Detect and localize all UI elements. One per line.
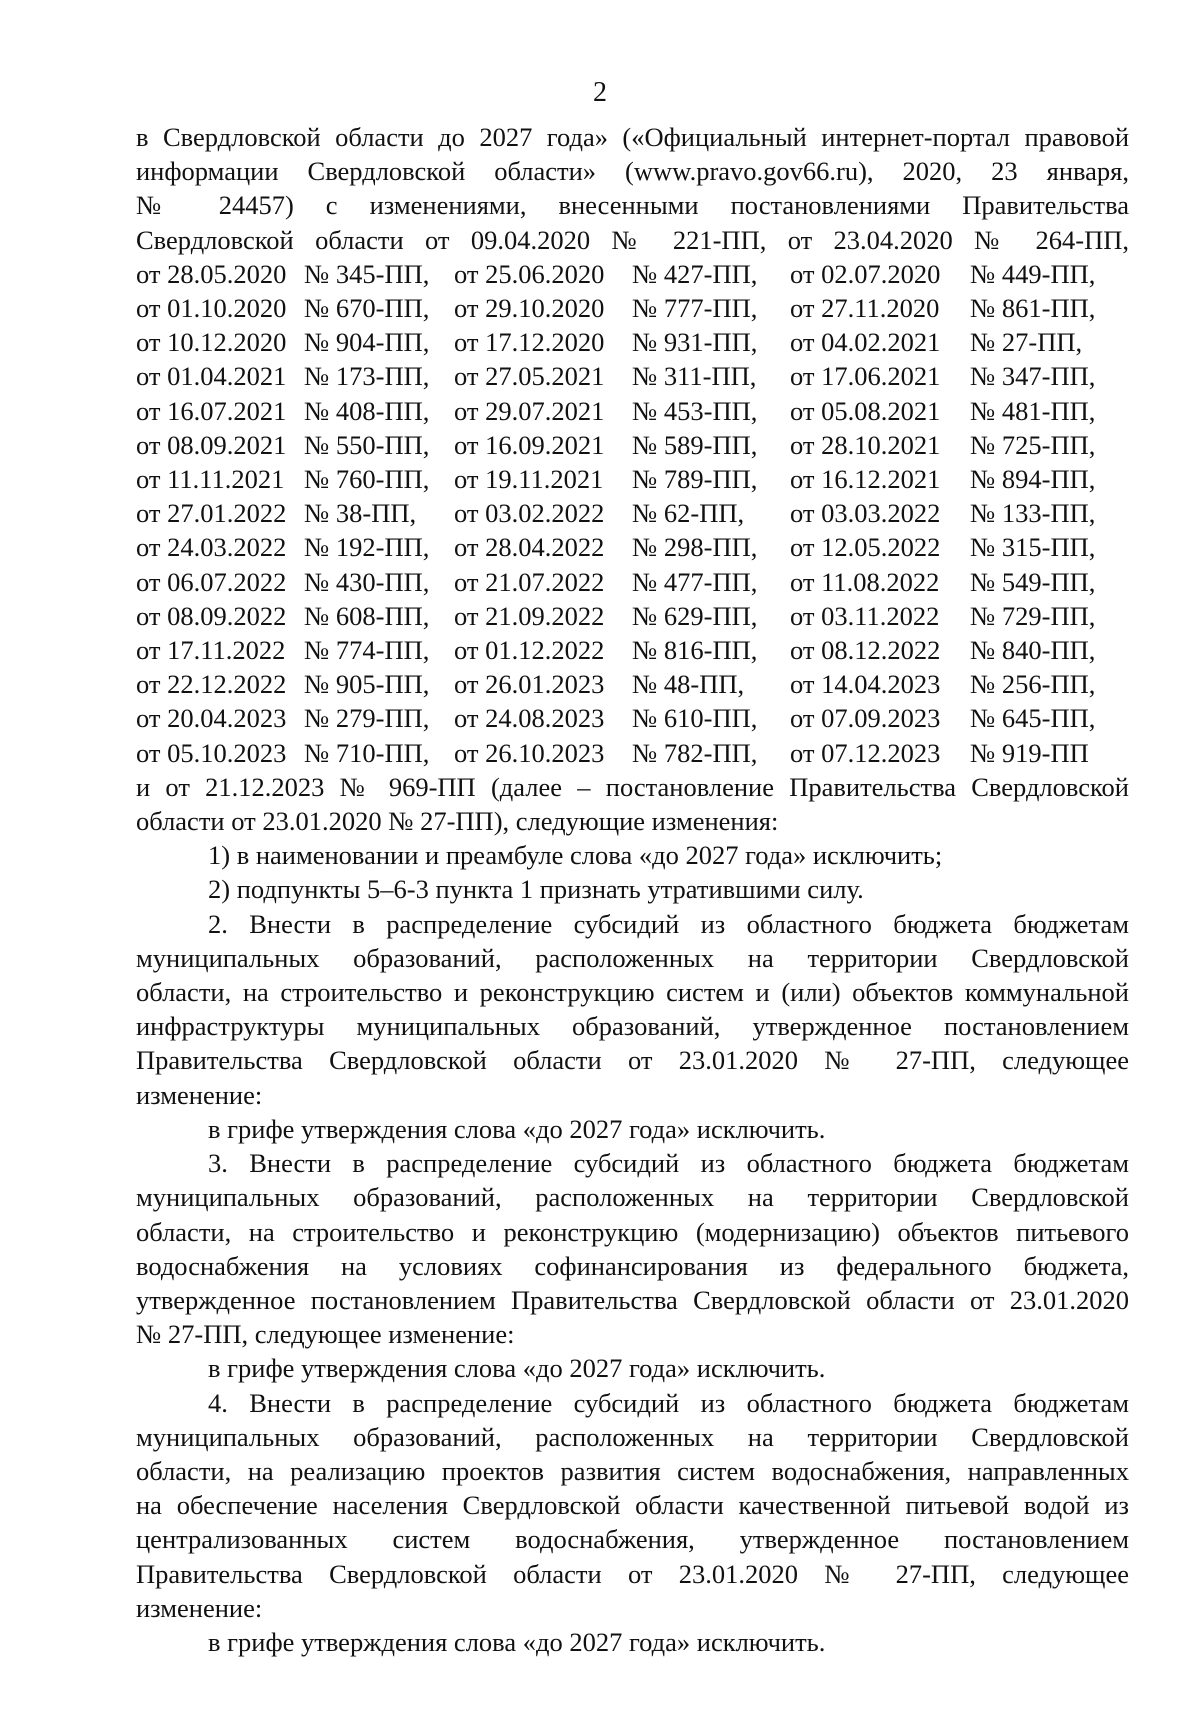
reference-number: № 408-ПП, bbox=[304, 395, 430, 426]
reference-number: № 816-ПП, bbox=[632, 635, 758, 666]
reference-number: № 48-ПП, bbox=[632, 669, 745, 700]
reference-date: от 03.02.2022 bbox=[454, 498, 605, 529]
reference-date: от 08.09.2021 bbox=[136, 429, 287, 460]
reference-number: № 430-ПП, bbox=[304, 566, 430, 597]
reference-date: от 01.12.2022 bbox=[454, 635, 605, 666]
reference-date: от 10.12.2020 bbox=[136, 327, 287, 358]
reference-date: от 06.07.2022 bbox=[136, 566, 287, 597]
reference-date: от 05.10.2023 bbox=[136, 737, 287, 768]
reference-date: от 29.10.2020 bbox=[454, 293, 605, 324]
text-line: утвержденное постановлением Правительства Свердловской области от 23.01.2020 bbox=[136, 1284, 1129, 1315]
reference-number: № 840-ПП, bbox=[970, 635, 1096, 666]
reference-row bbox=[136, 291, 1129, 325]
text-line: области, на строительство и реконструкцию (модернизацию) объектов питьевого bbox=[136, 1216, 1129, 1247]
reference-row bbox=[136, 394, 1129, 428]
reference-number: № 777-ПП, bbox=[632, 293, 758, 324]
text-line: и от 21.12.2023 № 969-ПП (далее – постановление Правительства Свердловской bbox=[136, 771, 1129, 802]
text-line: изменение: bbox=[136, 1592, 263, 1623]
text-line: 4. Внести в распределение субсидий из областного бюджета бюджетам bbox=[208, 1387, 1129, 1418]
reference-row bbox=[136, 530, 1129, 564]
reference-number: № 481-ПП, bbox=[970, 395, 1096, 426]
reference-number: № 550-ПП, bbox=[304, 429, 430, 460]
text-line: инфраструктуры муниципальных образований, утвержденное постановлением bbox=[136, 1011, 1129, 1042]
reference-date: от 22.12.2022 bbox=[136, 669, 287, 700]
reference-number: № 133-ПП, bbox=[970, 498, 1096, 529]
reference-number: № 725-ПП, bbox=[970, 429, 1096, 460]
reference-date: от 17.06.2021 bbox=[790, 361, 941, 392]
reference-number: № 173-ПП, bbox=[304, 361, 430, 392]
text-line: изменение: bbox=[136, 1079, 263, 1110]
reference-row bbox=[136, 701, 1129, 735]
reference-date: от 04.02.2021 bbox=[790, 327, 941, 358]
reference-number: № 904-ПП, bbox=[304, 327, 430, 358]
text-line: № 27-ПП, следующее изменение: bbox=[136, 1319, 515, 1350]
reference-date: от 01.10.2020 bbox=[136, 293, 287, 324]
reference-date: от 03.03.2022 bbox=[790, 498, 941, 529]
reference-number: № 298-ПП, bbox=[632, 532, 758, 563]
section-4-change: в грифе утверждения слова «до 2027 года» исключить. bbox=[208, 1626, 826, 1657]
section-2 bbox=[136, 907, 1129, 1146]
reference-number: № 62-ПП, bbox=[632, 498, 745, 529]
reference-row bbox=[136, 325, 1129, 359]
change-item-1: 1) в наименовании и преамбуле слова «до 2027 года» исключить; bbox=[208, 840, 943, 871]
reference-number: № 256-ПП, bbox=[970, 669, 1096, 700]
reference-date: от 17.12.2020 bbox=[454, 327, 605, 358]
text-line: 3. Внести в распределение субсидий из областного бюджета бюджетам bbox=[208, 1148, 1129, 1179]
text-line: Правительства Свердловской области от 23.01.2020 № 27-ПП, следующее bbox=[136, 1045, 1129, 1076]
reference-row bbox=[136, 359, 1129, 393]
reference-date: от 27.01.2022 bbox=[136, 498, 287, 529]
text-line: муниципальных образований, расположенных на территории Свердловской bbox=[136, 1182, 1129, 1213]
reference-date: от 28.10.2021 bbox=[790, 429, 941, 460]
reference-date: от 14.04.2023 bbox=[790, 669, 941, 700]
reference-date: от 12.05.2022 bbox=[790, 532, 941, 563]
text-line: области, на строительство и реконструкцию систем и (или) объектов коммунальной bbox=[136, 977, 1129, 1008]
reference-date: от 24.03.2022 bbox=[136, 532, 287, 563]
reference-date: от 27.05.2021 bbox=[454, 361, 605, 392]
intro-paragraph bbox=[136, 120, 1129, 257]
reference-date: от 28.05.2020 bbox=[136, 258, 287, 289]
reference-number: № 347-ПП, bbox=[970, 361, 1096, 392]
text-line: муниципальных образований, расположенных на территории Свердловской bbox=[136, 942, 1129, 973]
text-line: Свердловской области от 09.04.2020 № 221-ПП, от 23.04.2020 № 264-ПП, bbox=[136, 224, 1129, 255]
reference-row bbox=[136, 633, 1129, 667]
reference-row bbox=[136, 565, 1129, 599]
reference-date: от 17.11.2022 bbox=[136, 635, 286, 666]
reference-date: от 27.11.2020 bbox=[790, 293, 940, 324]
text-line: на обеспечение населения Свердловской области качественной питьевой водой из bbox=[136, 1490, 1129, 1521]
closing-paragraph bbox=[136, 770, 1129, 838]
reference-date: от 28.04.2022 bbox=[454, 532, 605, 563]
reference-date: от 26.10.2023 bbox=[454, 737, 605, 768]
reference-date: от 01.04.2021 bbox=[136, 361, 287, 392]
reference-number: № 477-ПП, bbox=[632, 566, 758, 597]
reference-number: № 905-ПП, bbox=[304, 669, 430, 700]
text-line: информации Свердловской области» (www.pravo.gov66.ru), 2020, 23 января, bbox=[136, 156, 1129, 187]
reference-number: № 760-ПП, bbox=[304, 464, 430, 495]
reference-number: № 931-ПП, bbox=[632, 327, 758, 358]
reference-number: № 729-ПП, bbox=[970, 600, 1096, 631]
reference-number: № 449-ПП, bbox=[970, 258, 1096, 289]
reference-date: от 05.08.2021 bbox=[790, 395, 941, 426]
reference-date: от 16.12.2021 bbox=[790, 464, 941, 495]
text-line: области от 23.01.2020 № 27-ПП), следующие изменения: bbox=[136, 806, 779, 837]
reference-row bbox=[136, 736, 1129, 770]
reference-date: от 24.08.2023 bbox=[454, 703, 605, 734]
reference-number: № 311-ПП, bbox=[632, 361, 757, 392]
reference-number: № 427-ПП, bbox=[632, 258, 758, 289]
reference-number: № 38-ПП, bbox=[304, 498, 417, 529]
reference-date: от 11.08.2022 bbox=[790, 566, 940, 597]
reference-date: от 02.07.2020 bbox=[790, 258, 941, 289]
reference-number: № 589-ПП, bbox=[632, 429, 758, 460]
reference-date: от 26.01.2023 bbox=[454, 669, 605, 700]
reference-date: от 07.12.2023 bbox=[790, 737, 941, 768]
section-4 bbox=[136, 1386, 1129, 1660]
reference-date: от 21.09.2022 bbox=[454, 600, 605, 631]
reference-number: № 453-ПП, bbox=[632, 395, 758, 426]
reference-row bbox=[136, 462, 1129, 496]
reference-number: № 192-ПП, bbox=[304, 532, 430, 563]
text-line: 2. Внести в распределение субсидий из областного бюджета бюджетам bbox=[208, 908, 1129, 939]
reference-number: № 670-ПП, bbox=[304, 293, 430, 324]
reference-number: № 610-ПП, bbox=[632, 703, 758, 734]
text-line: муниципальных образований, расположенных на территории Свердловской bbox=[136, 1421, 1129, 1452]
reference-row bbox=[136, 496, 1129, 530]
reference-date: от 16.09.2021 bbox=[454, 429, 605, 460]
reference-row bbox=[136, 599, 1129, 633]
resolution-references bbox=[136, 257, 1129, 770]
reference-number: № 710-ПП, bbox=[304, 737, 430, 768]
reference-number: № 645-ПП, bbox=[970, 703, 1096, 734]
document-body bbox=[136, 120, 1129, 1659]
text-line: области, на реализацию проектов развития систем водоснабжения, направленных bbox=[136, 1455, 1129, 1486]
reference-number: № 549-ПП, bbox=[970, 566, 1096, 597]
reference-date: от 11.11.2021 bbox=[136, 464, 285, 495]
reference-number: № 861-ПП, bbox=[970, 293, 1096, 324]
reference-date: от 08.09.2022 bbox=[136, 600, 287, 631]
reference-number: № 774-ПП, bbox=[304, 635, 430, 666]
reference-date: от 25.06.2020 bbox=[454, 258, 605, 289]
section-2-change: в грифе утверждения слова «до 2027 года» исключить. bbox=[208, 1113, 826, 1144]
reference-number: № 782-ПП, bbox=[632, 737, 758, 768]
reference-date: от 21.07.2022 bbox=[454, 566, 605, 597]
reference-date: от 20.04.2023 bbox=[136, 703, 287, 734]
text-line: № 24457) с изменениями, внесенными постановлениями Правительства bbox=[136, 190, 1129, 221]
reference-number: № 894-ПП, bbox=[970, 464, 1096, 495]
reference-date: от 03.11.2022 bbox=[790, 600, 940, 631]
section-3 bbox=[136, 1146, 1129, 1385]
text-line: Правительства Свердловской области от 23.01.2020 № 27-ПП, следующее bbox=[136, 1558, 1129, 1589]
section-3-change: в грифе утверждения слова «до 2027 года» исключить. bbox=[208, 1353, 826, 1384]
reference-date: от 16.07.2021 bbox=[136, 395, 287, 426]
reference-number: № 279-ПП, bbox=[304, 703, 430, 734]
reference-row bbox=[136, 428, 1129, 462]
reference-date: от 07.09.2023 bbox=[790, 703, 941, 734]
reference-number: № 629-ПП, bbox=[632, 600, 758, 631]
page-number: 2 bbox=[593, 77, 607, 108]
reference-number: № 919-ПП bbox=[970, 737, 1089, 768]
text-line: централизованных систем водоснабжения, утвержденное постановлением bbox=[136, 1524, 1129, 1555]
change-item-2: 2) подпункты 5–6-3 пункта 1 признать утратившими силу. bbox=[208, 874, 864, 905]
reference-date: от 19.11.2021 bbox=[454, 464, 604, 495]
reference-row bbox=[136, 667, 1129, 701]
reference-number: № 789-ПП, bbox=[632, 464, 758, 495]
reference-date: от 08.12.2022 bbox=[790, 635, 941, 666]
reference-number: № 27-ПП, bbox=[970, 327, 1083, 358]
text-line: водоснабжения на условиях софинансирования из федерального бюджета, bbox=[136, 1250, 1129, 1281]
reference-number: № 315-ПП, bbox=[970, 532, 1096, 563]
reference-row bbox=[136, 257, 1129, 291]
reference-number: № 345-ПП, bbox=[304, 258, 430, 289]
text-line: в Свердловской области до 2027 года» («Официальный интернет-портал правовой bbox=[136, 122, 1129, 152]
reference-date: от 29.07.2021 bbox=[454, 395, 605, 426]
reference-number: № 608-ПП, bbox=[304, 600, 430, 631]
